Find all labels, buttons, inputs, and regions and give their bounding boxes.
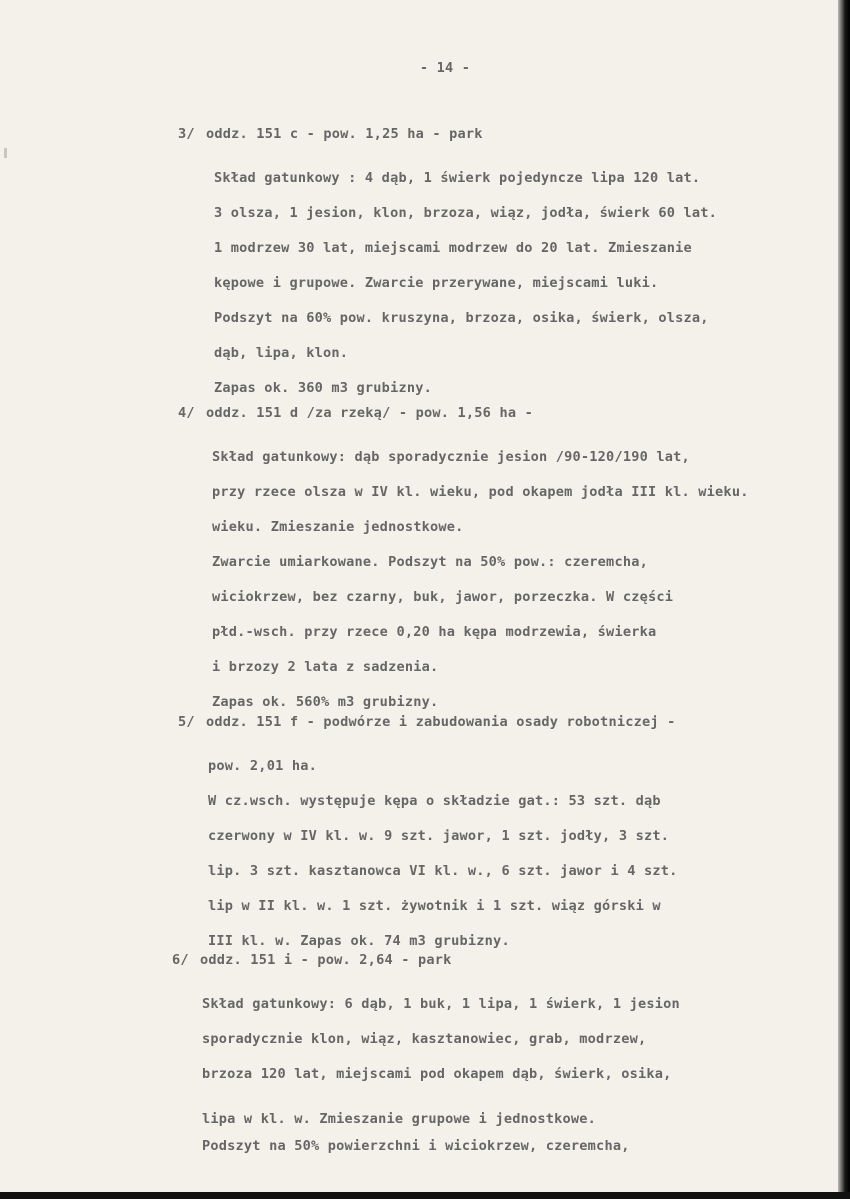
section-header: oddz. 151 c - pow. 1,25 ha - park	[206, 126, 483, 142]
section-number: 3/	[178, 126, 195, 142]
text-line: brzoza 120 lat, miejscami pod okapem dąb, świerk, osika,	[202, 1066, 672, 1082]
scan-edge-bottom	[0, 1192, 850, 1199]
text-line: III kl. w. Zapas ok. 74 m3 grubizny.	[208, 933, 510, 949]
text-line: dąb, lipa, klon.	[214, 345, 349, 361]
section-header: oddz. 151 d /za rzeką/ - pow. 1,56 ha -	[206, 405, 533, 421]
section-body	[208, 749, 678, 959]
text-line: lip. 3 szt. kasztanowca VI kl. w., 6 szt. jawor i 4 szt.	[208, 863, 678, 879]
text-line: czerwony w IV kl. w. 9 szt. jawor, 1 szt. jodły, 3 szt.	[208, 828, 670, 844]
text-line: 1 modrzew 30 lat, miejscami modrzew do 20 lat. Zmieszanie	[214, 240, 692, 256]
text-line: lipa w kl. w. Zmieszanie grupowe i jednostkowe.	[202, 1111, 597, 1127]
text-line: Podszyt na 50% powierzchni i wiciokrzew, czeremcha,	[202, 1138, 630, 1154]
section-number: 4/	[178, 405, 195, 421]
text-line: pow. 2,01 ha.	[208, 758, 317, 774]
text-line: wieku. Zmieszanie jednostkowe.	[212, 519, 464, 535]
text-line: Zapas ok. 560% m3 grubizny.	[212, 694, 439, 710]
text-line: Skład gatunkowy: 6 dąb, 1 buk, 1 lipa, 1 świerk, 1 jesion	[202, 996, 680, 1012]
text-line: lip w II kl. w. 1 szt. żywotnik i 1 szt. wiąz górski w	[208, 898, 661, 914]
text-line: W cz.wsch. występuje kępa o składzie gat.: 53 szt. dąb	[208, 793, 661, 809]
text-line: i brzozy 2 lata z sadzenia.	[212, 659, 439, 675]
scan-edge-right	[838, 0, 850, 1199]
section-header: oddz. 151 f - podwórze i zabudowania osady robotniczej -	[206, 714, 676, 730]
section-number: 5/	[178, 714, 195, 730]
text-line: płd.-wsch. przy rzece 0,20 ha kępa modrzewia, świerka	[212, 624, 657, 640]
section-number: 6/	[172, 952, 189, 968]
text-line: Zwarcie umiarkowane. Podszyt na 50% pow.: czeremcha,	[212, 554, 648, 570]
section-body	[212, 440, 749, 720]
text-line: Podszyt na 60% pow. kruszyna, brzoza, osika, świerk, olsza,	[214, 310, 709, 326]
text-line: 3 olsza, 1 jesion, klon, brzoza, wiąz, jodła, świerk 60 lat.	[214, 205, 718, 221]
section-body	[202, 987, 680, 1164]
page-number: - 14 -	[419, 60, 471, 76]
section-body	[214, 161, 717, 406]
text-line: wiciokrzew, bez czarny, buk, jawor, porzeczka. W części	[212, 589, 674, 605]
text-line: Skład gatunkowy: dąb sporadycznie jesion /90-120/190 lat,	[212, 449, 690, 465]
text-line: sporadycznie klon, wiąz, kasztanowiec, grab, modrzew,	[202, 1031, 647, 1047]
text-line: przy rzece olsza w IV kl. wieku, pod okapem jodła III kl. wieku.	[212, 484, 749, 500]
text-line: Zapas ok. 360 m3 grubizny.	[214, 380, 432, 396]
text-line: kępowe i grupowe. Zwarcie przerywane, miejscami luki.	[214, 275, 659, 291]
text-line: Skład gatunkowy : 4 dąb, 1 świerk pojedyncze lipa 120 lat.	[214, 170, 701, 186]
section-header: oddz. 151 i - pow. 2,64 - park	[200, 952, 452, 968]
